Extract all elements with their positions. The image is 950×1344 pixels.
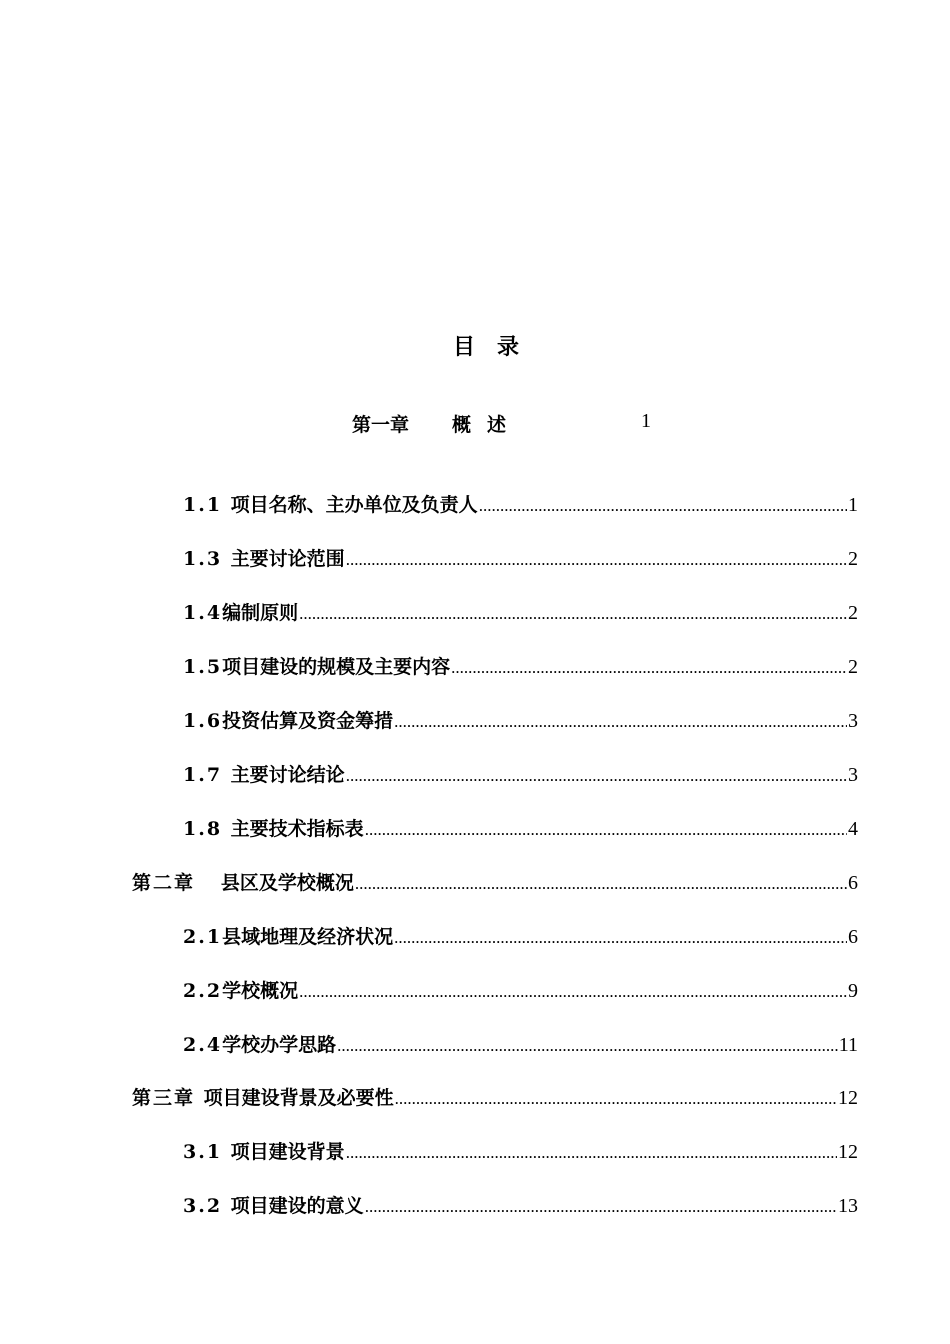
toc-entry-label: 项目建设背景及必要性 <box>203 1087 394 1109</box>
dot-leader <box>346 766 847 786</box>
dot-leader <box>394 712 847 732</box>
toc-entry[interactable] <box>183 976 858 1006</box>
dot-leader <box>365 1197 837 1217</box>
toc-entry-number: 2.4 <box>183 1034 223 1056</box>
dot-leader <box>365 820 847 840</box>
toc-entry-page: 11 <box>838 1034 858 1056</box>
dot-leader <box>337 1036 838 1056</box>
toc-entry-label: 县域地理及经济状况 <box>222 926 394 948</box>
toc-entry-page: 2 <box>848 602 858 624</box>
toc-entry-label: 项目建设背景 <box>230 1141 345 1163</box>
toc-entry[interactable] <box>183 922 858 952</box>
toc-entry-page: 9 <box>848 980 858 1002</box>
toc-entry-page: 2 <box>848 548 858 570</box>
toc-entry-page: 12 <box>838 1141 858 1163</box>
toc-entry[interactable] <box>183 652 858 682</box>
toc-entry-label: 投资估算及资金筹措 <box>222 710 394 732</box>
toc-entry[interactable] <box>183 814 858 844</box>
dot-leader <box>346 550 847 570</box>
dot-leader <box>451 658 847 678</box>
toc-entry-label: 主要讨论范围 <box>230 548 345 570</box>
toc-entry-number: 1.4 <box>183 602 223 624</box>
dot-leader <box>346 1143 837 1163</box>
toc-entry-label: 项目建设的意义 <box>230 1195 364 1217</box>
chapter-title: 概述 <box>452 414 523 436</box>
toc-entry-number: 3.1 <box>183 1141 231 1163</box>
toc-entry-page: 13 <box>838 1195 858 1217</box>
toc-entry-number: 1.1 <box>183 494 231 516</box>
toc-entry[interactable] <box>183 1137 858 1167</box>
dot-leader <box>479 496 847 516</box>
toc-entry-label: 学校概况 <box>222 980 299 1002</box>
toc-entry-page: 2 <box>848 656 858 678</box>
toc-entry-page: 6 <box>848 926 858 948</box>
toc-entry[interactable] <box>183 544 858 574</box>
toc-entry-page: 3 <box>848 764 858 786</box>
toc-entry-label: 主要讨论结论 <box>230 764 345 786</box>
dot-leader <box>299 982 847 1002</box>
toc-entry-number: 第三章 <box>132 1087 204 1109</box>
toc-entry-label: 项目名称、主办单位及负责人 <box>230 494 478 516</box>
toc-entry-page: 6 <box>848 872 858 894</box>
toc-entry-page: 4 <box>848 818 858 840</box>
toc-chapter-entry[interactable] <box>132 1083 858 1113</box>
toc-entry[interactable] <box>183 760 858 790</box>
dot-leader <box>355 874 847 894</box>
toc-entry-label: 项目建设的规模及主要内容 <box>222 656 451 678</box>
dot-leader <box>395 1089 837 1109</box>
chapter-page-number: 1 <box>641 410 651 432</box>
toc-entry-number: 1.7 <box>183 764 231 786</box>
toc-entry-label: 编制原则 <box>222 602 299 624</box>
toc-entry[interactable] <box>183 490 858 520</box>
dot-leader <box>299 604 847 624</box>
dot-leader <box>394 928 847 948</box>
toc-entry-number: 第二章 <box>132 872 221 894</box>
toc-entry-number: 1.3 <box>183 548 231 570</box>
toc-entry-page: 12 <box>838 1087 858 1109</box>
toc-entry[interactable] <box>183 706 858 736</box>
toc-chapter-entry[interactable] <box>132 868 858 898</box>
toc-entry-number: 1.8 <box>183 818 231 840</box>
toc-entry-number: 2.1 <box>183 926 223 948</box>
toc-entry-label: 主要技术指标表 <box>230 818 364 840</box>
toc-entry[interactable] <box>183 1030 858 1060</box>
toc-entry[interactable] <box>183 598 858 628</box>
toc-entry[interactable] <box>183 1191 858 1221</box>
toc-entry-label: 县区及学校概况 <box>220 872 354 894</box>
toc-entry-number: 2.2 <box>183 980 223 1002</box>
toc-entry-page: 1 <box>848 494 858 516</box>
toc-title: 目录 <box>452 334 541 360</box>
toc-entry-number: 1.5 <box>183 656 223 678</box>
toc-entry-number: 3.2 <box>183 1195 231 1217</box>
toc-entry-number: 1.6 <box>183 710 223 732</box>
toc-entry-label: 学校办学思路 <box>222 1034 337 1056</box>
chapter-label: 第一章 <box>352 414 410 436</box>
toc-entry-page: 3 <box>848 710 858 732</box>
